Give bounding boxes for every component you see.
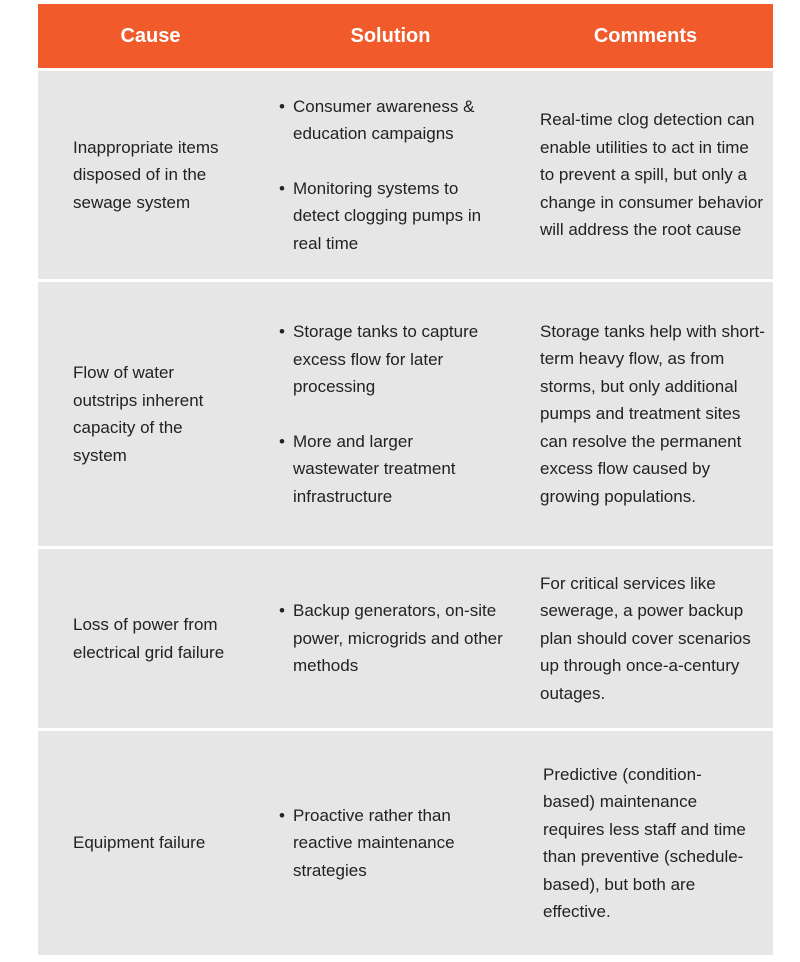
comment-text: Predictive (condition-based) maintenance requires less staff and time than preventive (schedule-based), but both are effective.	[543, 764, 746, 921]
table-row	[38, 279, 773, 546]
cause-text: Flow of water outstrips inherent capacity of the system	[73, 363, 204, 465]
solution-item: • Storage tanks to capture excess flow for later processing	[279, 318, 512, 401]
cause-cell	[38, 71, 263, 279]
solution-item: • More and larger wastewater treatment infrastructure	[279, 428, 512, 511]
comment-cell	[518, 282, 773, 546]
header-cause: Cause	[120, 24, 181, 47]
cause-cell	[38, 549, 263, 728]
solution-cell	[263, 549, 518, 728]
table-row	[38, 728, 773, 955]
comment-cell	[518, 731, 773, 955]
cause-solution-table	[38, 4, 773, 955]
comment-cell	[518, 71, 773, 279]
cause-text: Loss of power from electrical grid failure	[73, 615, 225, 662]
solution-cell	[263, 71, 518, 279]
solution-item: • Proactive rather than reactive maintenance strategies	[279, 802, 512, 885]
comment-text: For critical services like sewerage, a power backup plan should cover scenarios up through once-a-century outages.	[540, 573, 751, 703]
solution-item: • Consumer awareness & education campaigns	[279, 93, 512, 148]
solution-list	[279, 597, 512, 680]
header-solution: Solution	[350, 24, 431, 47]
cause-text: Equipment failure	[73, 833, 206, 853]
cause-cell	[38, 282, 263, 546]
solution-item: • Backup generators, on-site power, microgrids and other methods	[279, 597, 512, 680]
header-comments: Comments	[593, 24, 698, 47]
solution-list	[279, 318, 512, 510]
table-row	[38, 68, 773, 279]
solution-cell	[263, 731, 518, 955]
table-header	[38, 4, 773, 68]
comment-cell	[518, 549, 773, 728]
cause-text: Inappropriate items disposed of in the sewage system	[73, 137, 219, 212]
solution-list	[279, 802, 512, 885]
comment-text: Real-time clog detection can enable utilities to act in time to prevent a spill, but only a change in consumer behavior will address the root cause	[540, 110, 764, 240]
solution-item: • Monitoring systems to detect clogging pumps in real time	[279, 175, 512, 258]
table-row	[38, 546, 773, 728]
solution-cell	[263, 282, 518, 546]
solution-list	[279, 93, 512, 258]
comment-text: Storage tanks help with short-term heavy flow, as from storms, but only additional pumps and treatment sites can resolve the permanent excess flow caused by growing populations.	[540, 321, 765, 506]
cause-cell	[38, 731, 263, 955]
